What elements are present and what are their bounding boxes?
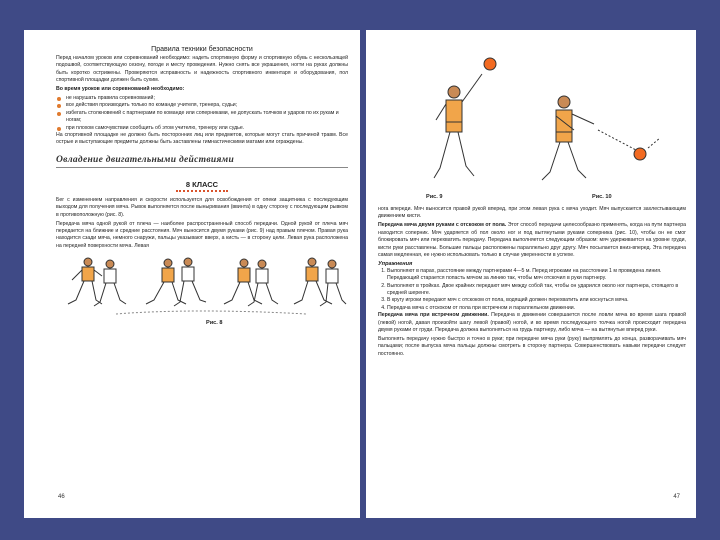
during-label: Во время уроков или соревнований необходимо: <box>56 86 185 93</box>
class-label-text: 8 КЛАСС <box>176 180 228 192</box>
after-rules: На спортивной площадке не должно быть посторонних лиц или предметов, которые могут стать причиной травм. Все острые и выступающие предметы должны быть заставлены гимнастическими матами или ограждены. <box>56 132 348 146</box>
ball-icon <box>634 148 646 160</box>
paragraph-run: Бег с изменением направления и скорости используется для освобождения от опеки защитника с последующим выходом для получения мяча. Рывок выполняется после выныривания (ввинта) в одну сторону с последующим рывком в противоположную (рис. 8). <box>56 196 348 218</box>
rule-item: все действия производить только по команде учителя, тренера, судьи; <box>56 102 348 109</box>
exercise-item: 2. Выполняют в тройках. Двое крайних передают мяч между собой так, чтобы он ударился около ног партнера, стоящего в средней шеренге. <box>387 283 686 298</box>
meet-text: Передача в движении совершается после ловли мяча во время шага правой (левой) ногой, давая произойти шагу левой (правой) ногой, и во время последующего толчка ногой происходит передача двумя руками от груди. Передача должна выполняться на грудь партнеру, либо мяча — на вытянутые вперед руки. <box>378 312 687 334</box>
exercise-item: 1. Выполняют в парах, расстояние между партнерами 4—5 м. Перед игроками на расстоянии 1 м проведена линия. Передающий старается попасть мячом за линию так, чтобы мяч отскочил в руки партнеру. <box>387 268 686 283</box>
safety-intro: Перед началом уроков или соревнований необходимо: надеть спортивную форму и спортивную обувь с нескользящей подошвой, соответствующую сезону, погоде и месту проведения. Нужно снять все украшения, ногти на руках должны быть коротко острижены. Проверяются исправность и надежность спортивного инвентаря и оборудования, пол спортивной площадки должен быть сухим. <box>56 55 348 84</box>
section-title: Овладение двигательными действиями <box>56 155 348 168</box>
bounce-title: Передача мяча двумя руками с отскоком от пола. <box>378 222 507 229</box>
exercises-label: Упражнения <box>378 260 413 267</box>
left-page <box>24 30 360 518</box>
meet-title: Передача мяча при встречном движении. <box>378 312 489 319</box>
figures-9-10 <box>378 38 686 206</box>
right-page <box>366 30 696 518</box>
paragraph-end: Выполнять передачу нужно быстро и точно в руки; при передаче мяча руки (руку) выпрямлять до конца, разворачивать мяч пальцами; после выпуска мяча пальцы должны смотреть в сторону партнера. Совершенствовать навыки передачи следует постоянно. <box>378 336 686 357</box>
rules-list <box>56 95 348 132</box>
exercise-item: 3. В кругу игроки передают мяч с отскоком от пола, водящий должен перехватить или коснуться мяча. <box>387 297 686 304</box>
players-illustration <box>56 254 348 326</box>
safety-header: Правила техники безопасности <box>151 46 253 53</box>
bounce-text: Этот способ передачи целесообразно применять, когда на пути партнера находится соперник. Мяч ударяется об пол около ног и под вытянутыми руками соперника (рис. 10), чтобы он не смог блокировать мяч или перехватить передачу. Передача выполняется следующим образом: мяч удерживается на уровне груди, кисти руки расставлены. Большие пальцы расположены параллельно друг другу. Мяч посылается вниз-вперед. Эта передача самая медленная, ее нужно использовать только в случае уверенности в успехе. <box>378 222 686 258</box>
paragraph-top: нога впереди. Мяч выносится правой рукой вперед, при этом левая рука с мяча уходит. Мяч выпускается захлестывающим движением кисти. <box>378 206 686 220</box>
exercise-item: 4. Передача мяча с отскоком от пола при встречном и параллельном движении. <box>387 305 686 312</box>
passing-illustration <box>378 38 684 198</box>
rule-item: при плохом самочувствии сообщить об этом учителю, тренеру или судье. <box>56 125 348 132</box>
figure-8-caption: Рис. 8 <box>206 320 223 327</box>
class-label <box>56 174 348 192</box>
figure-10-caption: Рис. 10 <box>592 194 612 200</box>
page-number: 46 <box>58 494 65 500</box>
figure-8 <box>56 254 348 328</box>
figure-9-caption: Рис. 9 <box>426 194 443 200</box>
rule-item: избегать столкновений с партнерами по команде или соперниками, не допускать толчков и ударов по их рукам и ногам; <box>56 110 348 125</box>
page-number: 47 <box>673 494 680 500</box>
ball-icon <box>484 58 496 70</box>
paragraph-pass: Передача мяча одной рукой от плеча — наиболее распространенный способ передачи. Одной рукой от плеча мяч передается на ближние и средние расстояния. Мяч выносится двумя руками (рис. 9) над правым плечом. Правая рука находится сзади мяча, немного снаружи, пальцы указывают вверх, а кисть — в сторону цели. Левая рука расположена на передней поверхности мяча. Левая <box>56 220 348 249</box>
rule-item: не нарушать правила соревнований; <box>56 95 348 102</box>
exercises-list <box>378 268 686 312</box>
